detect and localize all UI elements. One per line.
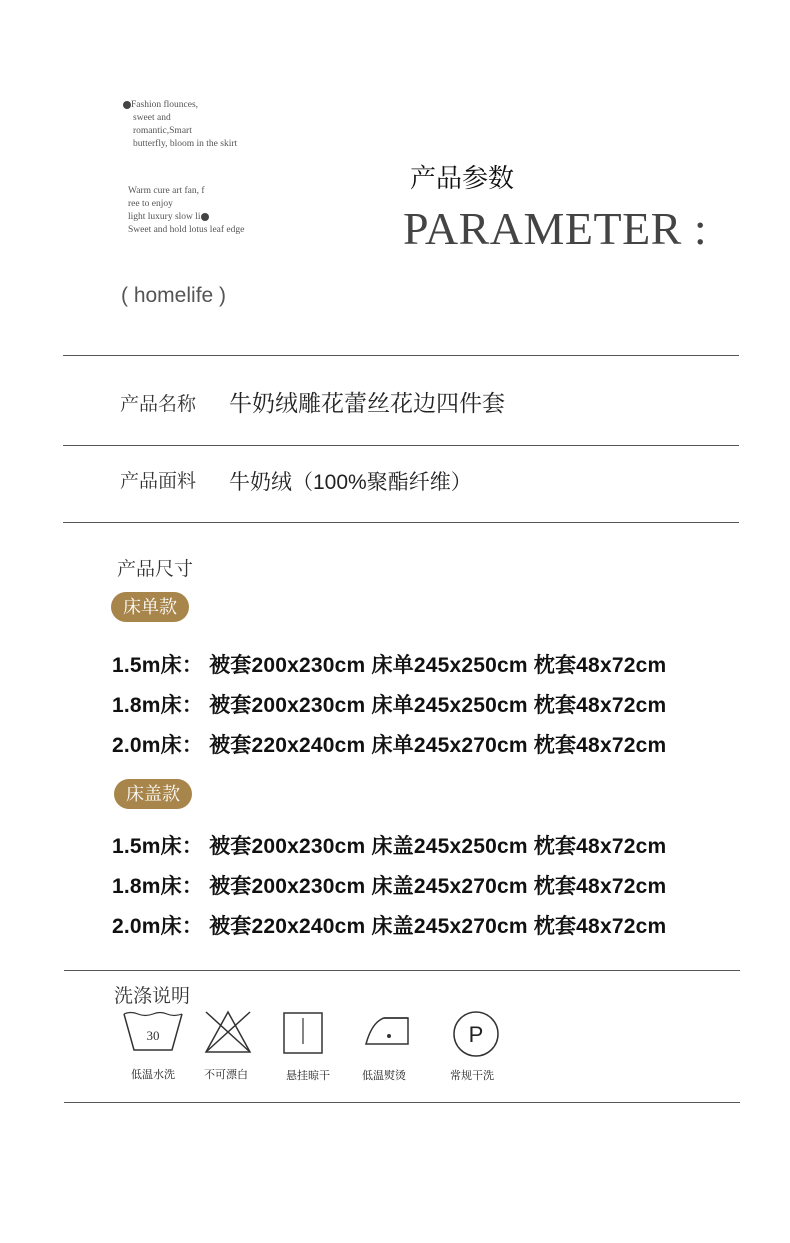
size-line: 2.0m床： 被套220x240cm 床单245x270cm 枕套48x72cm [112, 734, 667, 757]
intro-line: Fashion flounces, [131, 100, 199, 110]
intro-line: Sweet and hold lotus leaf edge [128, 225, 245, 235]
divider [63, 355, 739, 356]
intro-text-block-2 [128, 185, 244, 237]
dry-clean-letter: P [468, 1022, 484, 1047]
intro-line: ree to enjoy [128, 199, 173, 209]
wash-30-icon [122, 1010, 184, 1054]
wash-temp: 30 [146, 1028, 160, 1043]
divider [63, 445, 739, 446]
size-line: 1.8m床： 被套200x230cm 床盖245x270cm 枕套48x72cm [112, 875, 667, 898]
size-line: 1.5m床： 被套200x230cm 床单245x250cm 枕套48x72cm [112, 654, 667, 677]
care-caption: 低温熨烫 [362, 1070, 406, 1082]
care-label: 洗涤说明 [114, 986, 191, 1007]
care-caption: 常规干洗 [450, 1070, 494, 1082]
intro-line: romantic,Smart [133, 126, 192, 136]
title-cn: 产品参数 [410, 163, 515, 193]
homelife-tag: ( homelife ) [121, 284, 227, 307]
low-iron-icon [362, 1012, 412, 1048]
sheet-style-tag: 床单款 [111, 592, 189, 622]
size-line: 2.0m床： 被套220x240cm 床盖245x270cm 枕套48x72cm [112, 915, 667, 938]
fabric-label: 产品面料 [120, 471, 197, 492]
product-name-value: 牛奶绒雕花蕾丝花边四件套 [229, 390, 505, 416]
care-caption: 不可漂白 [204, 1069, 248, 1081]
dry-clean-p-icon [452, 1010, 500, 1058]
divider [63, 522, 739, 523]
size-line: 1.8m床： 被套200x230cm 床单245x250cm 枕套48x72cm [112, 694, 667, 717]
bullet-dot-icon [201, 213, 209, 221]
divider [64, 970, 740, 971]
care-caption: 悬挂晾干 [286, 1070, 330, 1082]
bullet-dot-icon [123, 101, 131, 109]
intro-line: light luxury slow li [128, 212, 201, 222]
care-caption: 低温水洗 [131, 1069, 175, 1081]
product-name-label: 产品名称 [120, 394, 197, 415]
no-bleach-icon [202, 1008, 254, 1056]
hang-dry-icon [283, 1012, 323, 1054]
cover-style-tag: 床盖款 [114, 779, 192, 809]
size-line: 1.5m床： 被套200x230cm 床盖245x250cm 枕套48x72cm [112, 835, 667, 858]
title-en: PARAMETER : [403, 203, 708, 254]
intro-line: sweet and [133, 113, 171, 123]
divider [64, 1102, 740, 1103]
fabric-value: 牛奶绒（100%聚酯纤维） [229, 471, 472, 494]
intro-line: Warm cure art fan, f [128, 186, 205, 196]
size-label: 产品尺寸 [117, 559, 194, 580]
intro-text-block-1 [123, 99, 237, 151]
intro-line: butterfly, bloom in the skirt [133, 139, 238, 149]
